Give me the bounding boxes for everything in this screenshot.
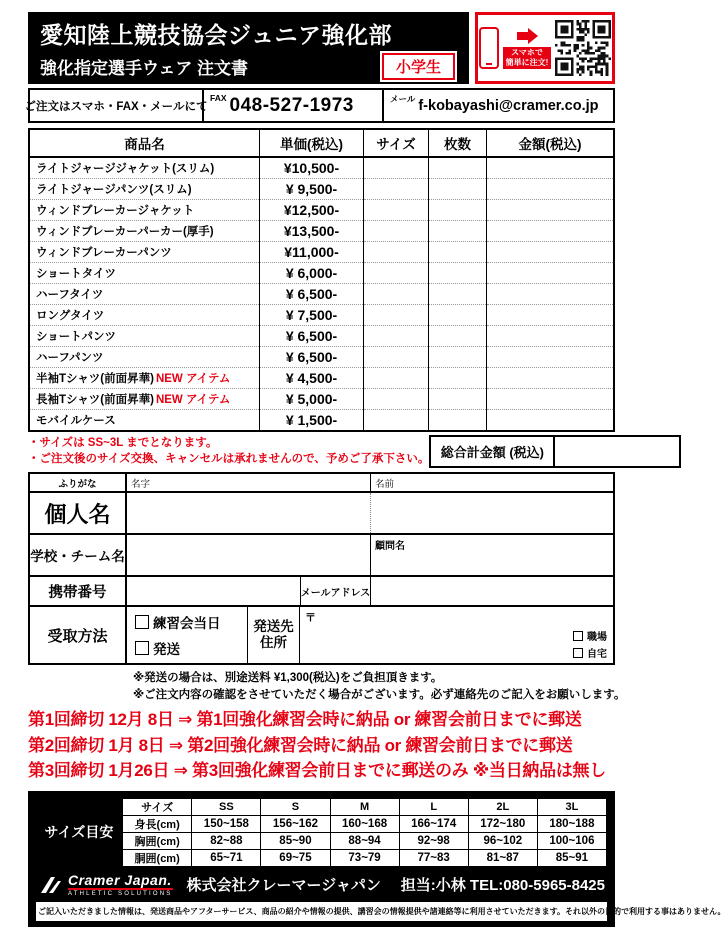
last-name-input-cell[interactable] (125, 493, 370, 533)
size-input-cell[interactable] (364, 368, 429, 389)
fax-label: FAX (210, 93, 227, 103)
order-row (29, 410, 614, 432)
product-name-text: ウィンドブレーカージャケット (36, 205, 195, 217)
col-unit-price: 単価(税込) (260, 129, 364, 157)
product-name-text: ショートタイツ (36, 268, 117, 280)
school-input-cell[interactable] (125, 535, 370, 575)
product-name-text: 長袖Tシャツ(前面昇華) (36, 394, 154, 406)
deadline-3: 第3回締切 1月26日 ⇒ 第3回強化練習会前日までに郵送のみ ※当日納品は無し (28, 761, 606, 781)
chest-l: 92~98 (399, 832, 468, 849)
product-name (29, 347, 260, 368)
unit-price: ¥ 7,500- (260, 305, 364, 326)
order-row (29, 326, 614, 347)
amount-input-cell[interactable] (487, 305, 615, 326)
contact-row (24, 88, 615, 123)
checkbox-home[interactable] (573, 648, 583, 658)
order-row (29, 389, 614, 410)
quantity-input-cell[interactable] (429, 389, 487, 410)
size-guide (36, 798, 607, 867)
unit-price: ¥10,500- (260, 157, 364, 179)
ship-to-label (247, 607, 299, 663)
option-practice-day[interactable] (135, 612, 247, 632)
amount-input-cell[interactable] (487, 263, 615, 284)
quantity-input-cell[interactable] (429, 284, 487, 305)
quantity-input-cell[interactable] (429, 347, 487, 368)
order-row (29, 347, 614, 368)
furigana-label: ふりがな (58, 478, 97, 490)
height-label: 身長(cm) (123, 815, 192, 832)
col-quantity: 枚数 (429, 129, 487, 157)
size-guide-table (122, 798, 607, 867)
title-box (28, 12, 469, 84)
product-name (29, 157, 260, 179)
ship-to-label-line1: 発送先 (253, 618, 294, 634)
order-row (29, 368, 614, 389)
amount-input-cell[interactable] (487, 242, 615, 263)
qr-code (555, 20, 611, 76)
product-name (29, 200, 260, 221)
receive-method-row (30, 605, 613, 663)
first-name-label: 名前 (370, 474, 613, 491)
height-row (123, 815, 607, 832)
product-name (29, 389, 260, 410)
size-input-cell[interactable] (364, 221, 429, 242)
checkbox-practice-day[interactable] (135, 615, 149, 629)
product-name (29, 305, 260, 326)
qr-caption (503, 47, 552, 69)
size-header-row (123, 798, 607, 815)
amount-input-cell[interactable] (487, 389, 615, 410)
chest-label: 胸囲(cm) (123, 832, 192, 849)
form-label-row (30, 474, 613, 491)
amount-input-cell[interactable] (487, 368, 615, 389)
phone-input-cell[interactable] (125, 577, 300, 605)
header (28, 0, 615, 84)
size-l: L (399, 798, 468, 815)
size-input-cell[interactable] (364, 389, 429, 410)
order-methods: ご注文はスマホ・FAX・メールにて (30, 90, 204, 121)
order-row (29, 263, 614, 284)
unit-price: ¥ 5,000- (260, 389, 364, 410)
note-size-range: ・サイズは SS~3L までとなります。 (28, 437, 218, 449)
amount-input-cell[interactable] (487, 347, 615, 368)
order-table-header (29, 129, 614, 157)
first-name-input-cell[interactable] (370, 493, 613, 533)
quantity-input-cell[interactable] (429, 326, 487, 347)
chest-m: 88~94 (330, 832, 399, 849)
size-input-cell[interactable] (364, 200, 429, 221)
product-name-text: モバイルケース (36, 415, 116, 427)
size-input-cell[interactable] (364, 347, 429, 368)
unit-price: ¥11,000- (260, 242, 364, 263)
note-no-cancel: ・ご注文後のサイズ交換、キャンセルは承れませんので、予めご了承下さい。 (28, 453, 430, 466)
cramer-logo-icon (38, 875, 62, 895)
size-col-header: サイズ (123, 798, 192, 815)
unit-price: ¥ 6,500- (260, 326, 364, 347)
waist-label: 胴囲(cm) (123, 849, 192, 866)
chest-s: 85~90 (261, 832, 330, 849)
arrow-right-icon (517, 28, 538, 44)
deadline-1: 第1回締切 12月 8日 ⇒ 第1回強化練習会時に納品 or 練習会前日までに郵送 (28, 710, 582, 730)
product-name-text: ライトジャージパンツ(スリム) (36, 184, 192, 196)
option-practice-day-label: 練習会当日 (153, 616, 221, 631)
size-3l: 3L (537, 798, 606, 815)
waist-l: 77~83 (399, 849, 468, 866)
ship-to-label-line2: 住所 (260, 635, 287, 650)
size-s: S (261, 798, 330, 815)
customer-form (28, 472, 615, 665)
qr-order-box (475, 12, 615, 84)
quantity-input-cell[interactable] (429, 242, 487, 263)
destination-options (573, 628, 607, 660)
checkbox-shipping[interactable] (135, 641, 149, 655)
advisor-cell[interactable] (370, 535, 613, 575)
unit-price: ¥ 4,500- (260, 368, 364, 389)
product-name-text: 半袖Tシャツ(前面昇華) (36, 373, 154, 385)
grand-total-input-cell[interactable] (555, 437, 679, 466)
new-item-badge: NEW アイテム (155, 373, 231, 385)
size-guide-caption: サイズ目安 (44, 824, 114, 841)
amount-input-cell[interactable] (487, 326, 615, 347)
option-workplace-label: 職場 (587, 632, 607, 643)
mail-address: f-kobayashi@cramer.co.jp (418, 97, 599, 114)
shipping-notes (133, 670, 626, 703)
amount-input-cell[interactable] (487, 221, 615, 242)
company-name: 株式会社クレーマージャパン (186, 877, 381, 895)
option-home-label: 自宅 (587, 649, 607, 660)
size-input-cell[interactable] (364, 284, 429, 305)
order-table (28, 128, 615, 432)
quantity-input-cell[interactable] (429, 200, 487, 221)
footer-logo-row (36, 873, 607, 897)
amount-input-cell[interactable] (487, 157, 615, 179)
height-s: 156~162 (261, 815, 330, 832)
product-name (29, 242, 260, 263)
order-row (29, 221, 614, 242)
unit-price: ¥ 1,500- (260, 410, 364, 432)
amount-input-cell[interactable] (487, 179, 615, 200)
unit-price: ¥ 9,500- (260, 179, 364, 200)
product-name-text: ハーフパンツ (36, 352, 104, 364)
page-title: 愛知陸上競技協会ジュニア強化部 (40, 21, 393, 48)
size-input-cell[interactable] (364, 242, 429, 263)
unit-price: ¥12,500- (260, 200, 364, 221)
waist-ss: 65~71 (192, 849, 261, 866)
height-3l: 180~188 (537, 815, 606, 832)
quantity-input-cell[interactable] (429, 157, 487, 179)
product-name (29, 221, 260, 242)
fax-number: 048-527-1973 (229, 94, 354, 116)
phone-row (30, 575, 613, 605)
col-product-name: 商品名 (29, 129, 260, 157)
unit-price: ¥ 6,500- (260, 347, 364, 368)
product-name-text: ショートパンツ (36, 331, 117, 343)
quantity-input-cell[interactable] (429, 305, 487, 326)
quantity-input-cell[interactable] (429, 368, 487, 389)
order-row (29, 305, 614, 326)
receive-method-label: 受取方法 (47, 627, 108, 645)
product-name (29, 326, 260, 347)
phone-label: 携帯番号 (48, 584, 107, 601)
height-ss: 150~158 (192, 815, 261, 832)
size-policy-notes (28, 435, 429, 467)
cramer-logo-text: Cramer Japan. (68, 871, 172, 888)
note-shipping-fee: ※発送の場合は、別途送料 ¥1,300(税込)をご負担頂きます。 (133, 672, 443, 684)
chest-3l: 100~106 (537, 832, 606, 849)
quantity-input-cell[interactable] (429, 410, 487, 432)
order-row (29, 284, 614, 305)
order-row (29, 200, 614, 221)
contact-tel: 担当:小林 TEL:080-5965-8425 (400, 877, 605, 895)
unit-price: ¥ 6,000- (260, 263, 364, 284)
size-input-cell[interactable] (364, 326, 429, 347)
totals-row (28, 435, 615, 468)
grand-total-box (429, 435, 681, 468)
size-m: M (330, 798, 399, 815)
privacy-notice: ご記入いただきました情報は、発送商品やアフターサービス、商品の紹介や情報の提供、講習会の情報提供や諸連絡等に利用させていただきます。それ以外の目的で利用する事はありません。 (36, 902, 607, 921)
option-shipping-label: 発送 (153, 642, 180, 657)
size-input-cell[interactable] (364, 410, 429, 432)
email-input-cell[interactable] (370, 577, 613, 605)
size-input-cell[interactable] (364, 263, 429, 284)
amount-input-cell[interactable] (487, 200, 615, 221)
page-subtitle: 強化指定選手ウェア 注文書 (40, 58, 249, 78)
product-name-text: ウィンドブレーカーパンツ (36, 247, 172, 259)
school-row (30, 533, 613, 575)
waist-2l: 81~87 (468, 849, 537, 866)
personal-name-row (30, 491, 613, 533)
size-input-cell[interactable] (364, 179, 429, 200)
grand-total-label: 総合計金額 (税込) (431, 437, 555, 466)
postal-mark: 〒 (305, 612, 316, 624)
mail-cell (384, 90, 613, 121)
option-workplace[interactable] (573, 628, 607, 643)
option-home[interactable] (573, 645, 607, 660)
order-row (29, 242, 614, 263)
cramer-logo-subtext: ATHLETIC SOLUTIONS (68, 890, 173, 897)
qr-caption-line2: 簡単に注文! (505, 57, 549, 67)
amount-input-cell[interactable] (487, 410, 615, 432)
order-row (29, 179, 614, 200)
last-name-label: 名字 (125, 474, 370, 491)
email-label: メールアドレス (300, 577, 370, 605)
product-name-text: ロングタイツ (36, 310, 105, 322)
footer-band (28, 791, 726, 927)
waist-row (123, 849, 607, 866)
qr-caption-line1: スマホで (511, 47, 543, 57)
quantity-input-cell[interactable] (429, 221, 487, 242)
deadline-2: 第2回締切 1月 8日 ⇒ 第2回強化練習会時に納品 or 練習会前日までに郵送 (28, 735, 573, 755)
unit-price: ¥ 6,500- (260, 284, 364, 305)
school-label: 学校・チーム名 (30, 549, 125, 564)
deadline-list (28, 707, 615, 784)
grade-badge: 小学生 (382, 53, 455, 80)
receive-options (125, 607, 247, 663)
advisor-label: 顧問名 (375, 541, 405, 552)
height-m: 160~168 (330, 815, 399, 832)
waist-3l: 85~91 (537, 849, 606, 866)
product-name-text: ウィンドブレーカーパーカー(厚手) (36, 226, 214, 238)
size-input-cell[interactable] (364, 157, 429, 179)
waist-m: 73~79 (330, 849, 399, 866)
height-2l: 172~180 (468, 815, 537, 832)
size-ss: SS (192, 798, 261, 815)
amount-input-cell[interactable] (487, 284, 615, 305)
smartphone-icon (479, 27, 499, 69)
quantity-input-cell[interactable] (429, 263, 487, 284)
option-shipping[interactable] (135, 638, 247, 658)
product-name (29, 410, 260, 432)
height-l: 166~174 (399, 815, 468, 832)
personal-name-label: 個人名 (44, 501, 111, 527)
order-row (29, 157, 614, 179)
address-input-cell[interactable] (299, 607, 613, 663)
new-item-badge: NEW アイテム (155, 394, 231, 406)
cramer-logo (68, 873, 173, 897)
product-name (29, 368, 260, 389)
product-name-text: ハーフタイツ (36, 289, 104, 301)
size-input-cell[interactable] (364, 305, 429, 326)
product-name-text: ライトジャージジャケット(スリム) (36, 163, 215, 175)
waist-s: 69~75 (261, 849, 330, 866)
product-name (29, 179, 260, 200)
product-name (29, 284, 260, 305)
chest-ss: 82~88 (192, 832, 261, 849)
quantity-input-cell[interactable] (429, 179, 487, 200)
size-2l: 2L (468, 798, 537, 815)
col-size: サイズ (364, 129, 429, 157)
product-name (29, 263, 260, 284)
col-amount: 金額(税込) (487, 129, 615, 157)
chest-row (123, 832, 607, 849)
mail-label: メール (390, 94, 416, 104)
checkbox-workplace[interactable] (573, 631, 583, 641)
chest-2l: 96~102 (468, 832, 537, 849)
fax-cell (204, 90, 384, 121)
unit-price: ¥13,500- (260, 221, 364, 242)
note-contact-confirm: ※ご注文内容の確認をさせていただく場合がございます。必ず連絡先のご記入をお願いします。 (133, 688, 626, 701)
